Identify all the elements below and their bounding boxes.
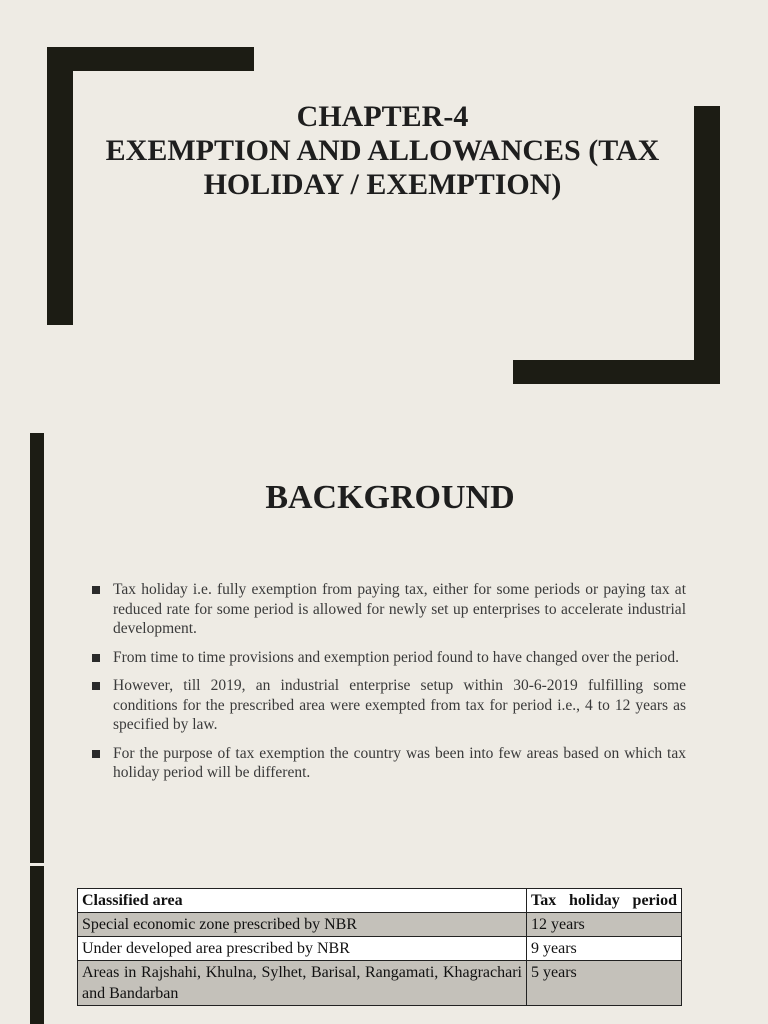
bullet-item <box>90 744 686 783</box>
bullet-text: Tax holiday i.e. fully exemption from paying tax, either for some periods or paying tax at reduced rate for some period is allowed for newly set up enterprises to accelerate industrial development. <box>113 581 686 637</box>
square-bullet-icon <box>92 654 100 662</box>
frame-bottom-right-horizontal <box>513 360 720 384</box>
square-bullet-icon <box>92 750 100 758</box>
square-bullet-icon <box>92 586 100 594</box>
title-line-3: HOLIDAY / EXEMPTION) <box>203 168 562 201</box>
bullet-item <box>90 648 686 668</box>
cell-area: Areas in Rajshahi, Khulna, Sylhet, Barisal, Rangamati, Khagrachari and Bandarban <box>78 961 527 1006</box>
frame-top-left-vertical <box>47 47 73 325</box>
frame-top-left-horizontal <box>47 47 254 71</box>
cell-period: 9 years <box>527 937 682 961</box>
left-accent-bar-upper <box>30 433 44 863</box>
bullet-text: However, till 2019, an industrial enterprise setup within 30-6-2019 fulfilling some conditions for the prescribed area were exempted from tax for period i.e., 4 to 12 years as specified by law. <box>113 677 686 733</box>
title-line-1: CHAPTER-4 <box>296 100 469 133</box>
square-bullet-icon <box>92 682 100 690</box>
left-accent-bar-lower <box>30 866 44 1024</box>
tax-holiday-table <box>77 888 682 1006</box>
column-header-tax-holiday-period: Tax holiday period <box>527 889 682 913</box>
table-row <box>78 961 682 1006</box>
bullet-text: From time to time provisions and exemption period found to have changed over the period. <box>113 648 680 666</box>
section-heading: BACKGROUND <box>265 479 515 516</box>
cell-area: Special economic zone prescribed by NBR <box>78 913 527 937</box>
bullet-item <box>90 580 686 639</box>
frame-bottom-right-vertical <box>694 106 720 384</box>
table-header-row <box>78 889 682 913</box>
cell-area: Under developed area prescribed by NBR <box>78 937 527 961</box>
chapter-title <box>80 100 685 202</box>
table-row <box>78 937 682 961</box>
bullet-item <box>90 676 686 735</box>
cell-period: 12 years <box>527 913 682 937</box>
title-slide <box>0 0 768 410</box>
bullet-text: For the purpose of tax exemption the country was been into few areas based on which tax holiday period will be different. <box>113 744 686 781</box>
table-row <box>78 913 682 937</box>
column-header-classified-area: Classified area <box>78 889 527 913</box>
title-line-2: EXEMPTION AND ALLOWANCES (TAX <box>105 134 660 167</box>
background-slide <box>0 410 768 1024</box>
cell-period: 5 years <box>527 961 682 1006</box>
bullet-list <box>90 580 686 792</box>
